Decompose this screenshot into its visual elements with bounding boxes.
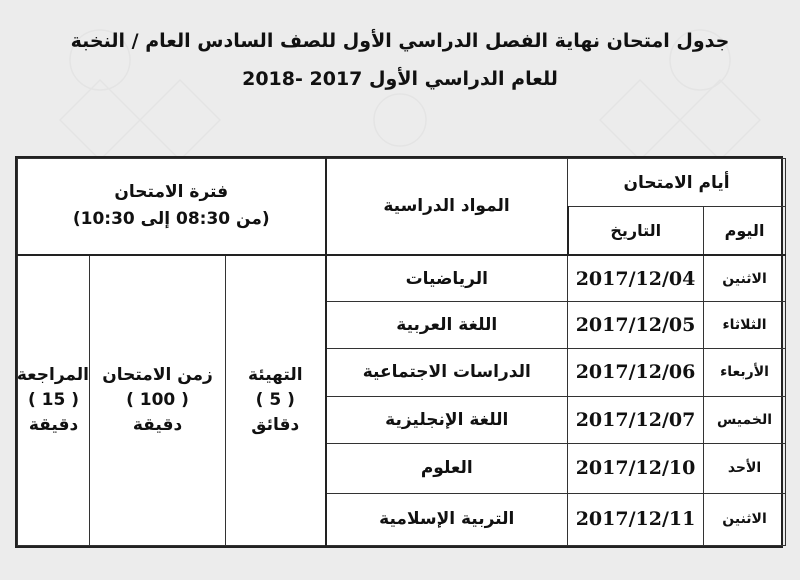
review-unit: دقيقة <box>28 414 79 435</box>
page-subtitle: للعام الدراسي الأول 2017 -2018 <box>242 68 558 90</box>
subject-cell: الرياضيات <box>326 255 568 302</box>
date-cell: 2017/12/07 <box>568 396 704 443</box>
subject-cell: اللغة العربية <box>326 302 568 349</box>
date-cell: 2017/12/04 <box>568 255 704 302</box>
exam-value: ( 100 ) <box>126 390 189 411</box>
exam-schedule-table <box>15 156 783 548</box>
exam-duration-cell <box>90 255 226 546</box>
subject-cell: اللغة الإنجليزية <box>326 396 568 443</box>
day-cell: الاثنين <box>704 493 786 545</box>
review-label: المراجعة <box>16 365 90 386</box>
day-cell: الأحد <box>704 443 786 493</box>
prep-unit: دقائق <box>251 414 300 435</box>
subject-cell: العلوم <box>326 443 568 493</box>
review-value: ( 15 ) <box>27 390 80 411</box>
day-cell: الخميس <box>704 396 786 443</box>
prep-label: التهيئة <box>247 365 303 386</box>
date-cell: 2017/12/11 <box>568 493 704 545</box>
page-title: جدول امتحان نهاية الفصل الدراسي الأول للصف السادس العام / النخبة <box>70 30 730 52</box>
subject-cell: التربية الإسلامية <box>326 493 568 545</box>
subject-cell: الدراسات الاجتماعية <box>326 349 568 396</box>
date-cell: 2017/12/10 <box>568 443 704 493</box>
header-period-time: (من 08:30 إلى 10:30) <box>72 209 270 230</box>
prep-cell <box>226 255 326 546</box>
prep-value: ( 5 ) <box>255 390 295 411</box>
header-exam-days: أيام الامتحان <box>568 159 786 207</box>
date-cell: 2017/12/06 <box>568 349 704 396</box>
header-date: التاريخ <box>568 207 704 255</box>
table-row <box>18 255 786 302</box>
date-cell: 2017/12/05 <box>568 302 704 349</box>
header-period <box>18 159 326 255</box>
day-cell: الاثنين <box>704 255 786 302</box>
header-day: اليوم <box>704 207 786 255</box>
header-subjects: المواد الدراسية <box>326 159 568 255</box>
day-cell: الثلاثاء <box>704 302 786 349</box>
day-cell: الأربعاء <box>704 349 786 396</box>
header-period-label: فترة الامتحان <box>114 182 229 203</box>
review-cell <box>18 255 90 546</box>
exam-unit: دقيقة <box>132 414 183 435</box>
exam-label: زمن الامتحان <box>102 365 213 386</box>
